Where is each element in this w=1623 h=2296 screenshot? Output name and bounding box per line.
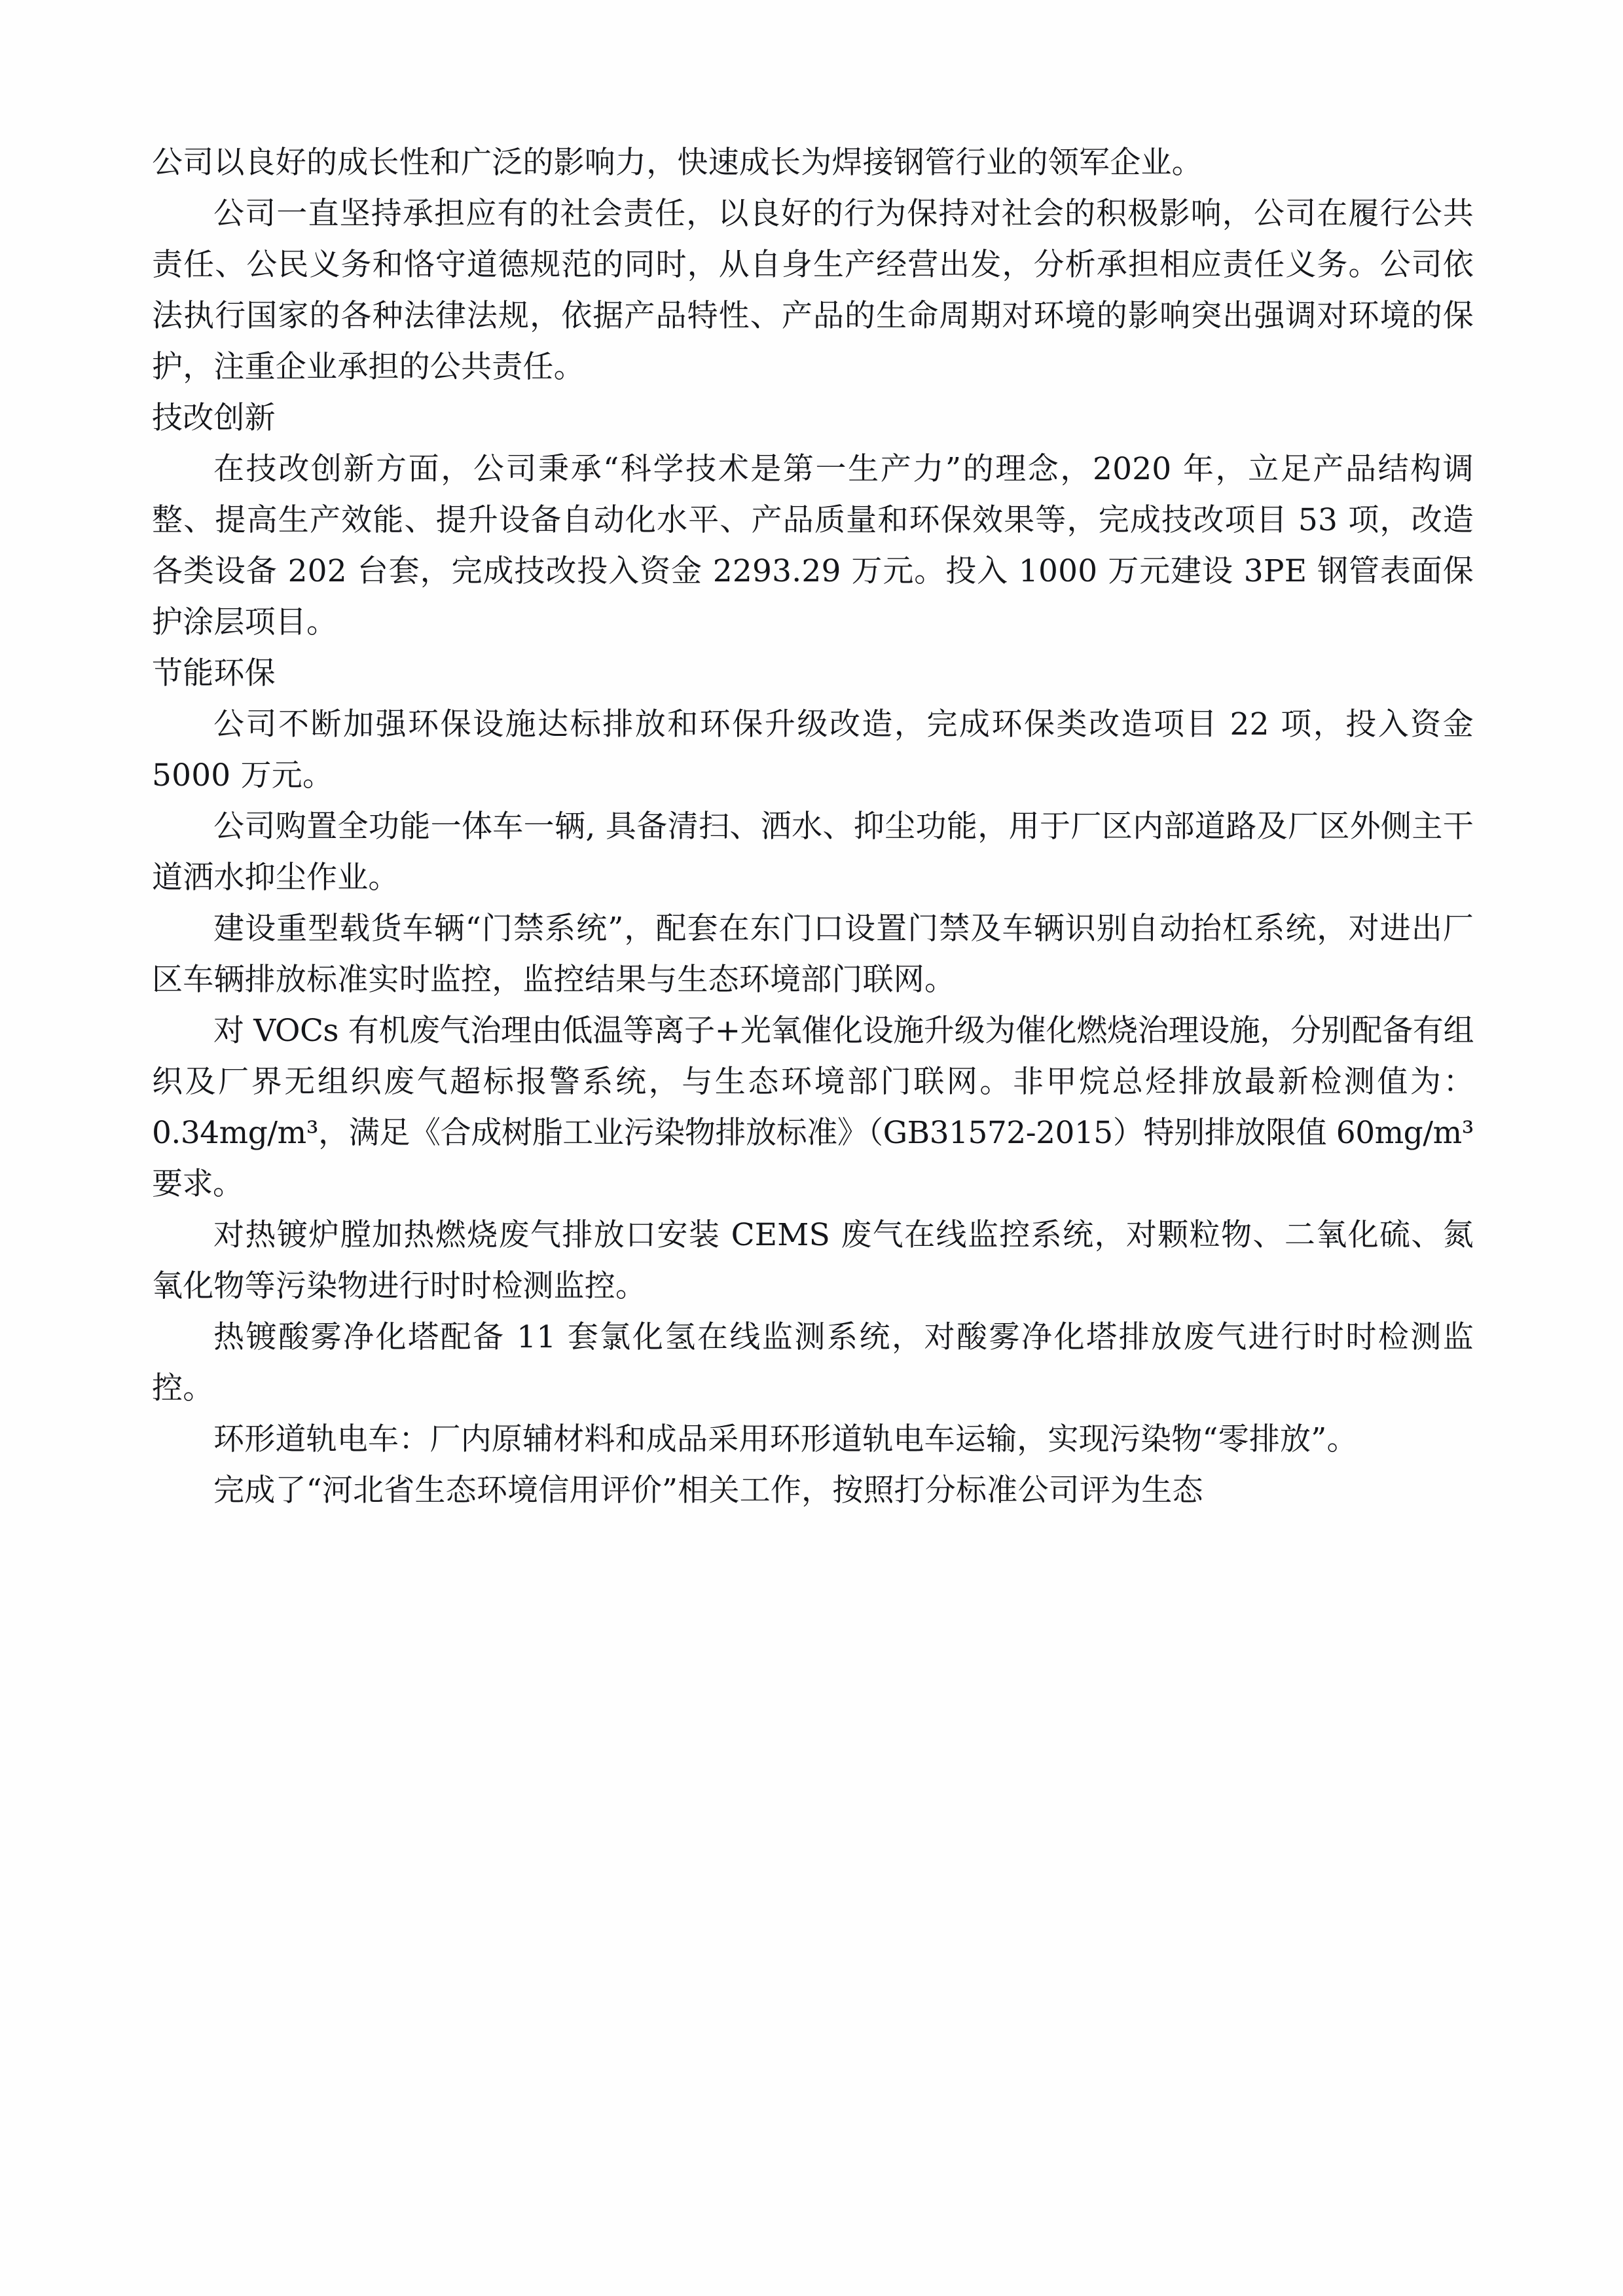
paragraph-social-responsibility: 公司一直坚持承担应有的社会责任，以良好的行为保持对社会的积极影响，公司在履行公共责任、公民义务和恪守道德规范的同时，从自身生产经营出发，分析承担相应责任义务。公司依法执行国家的各种法律法规，依据产品特性、产品的生命周期对环境的影响突出强调对环境的保护，注重企业承担的公共责任。 [152, 196, 1474, 386]
document-body [152, 137, 1474, 1516]
paragraph-access-control-system: 建设重型载货车辆“门禁系统”，配套在东门口设置门禁及车辆识别自动抬杠系统，对进出厂区车辆排放标准实时监控，监控结果与生态环境部门联网。 [152, 911, 1474, 998]
paragraph-ring-rail-tram: 环形道轨电车：厂内原辅材料和成品采用环形道轨电车运输，实现污染物“零排放”。 [213, 1421, 1358, 1458]
paragraph-environment-upgrade: 公司不断加强环保设施达标排放和环保升级改造，完成环保类改造项目 22 项，投入资金 5000 万元。 [152, 706, 1474, 794]
paragraph-acid-mist-tower: 热镀酸雾净化塔配备 11 套氯化氢在线监测系统，对酸雾净化塔排放废气进行时时检测监控。 [152, 1319, 1474, 1407]
paragraph-multifunction-vehicle: 公司购置全功能一体车一辆, 具备清扫、洒水、抑尘功能，用于厂区内部道路及厂区外侧主干道洒水抑尘作业。 [152, 809, 1474, 896]
paragraph-vocs-treatment: 对 VOCs 有机废气治理由低温等离子+光氧催化设施升级为催化燃烧治理设施，分别配备有组织及厂界无组织废气超标报警系统，与生态环境部门联网。非甲烷总烃排放最新检测值为：0.34mg/m³，满足《合成树脂工业污染物排放标准》（GB31572-2015）特别排放限值 60mg/m³ 要求。 [152, 1013, 1474, 1203]
paragraph-cems-monitoring: 对热镀炉膛加热燃烧废气排放口安装 CEMS 废气在线监控系统，对颗粒物、二氧化硫、氮氧化物等污染物进行时时检测监控。 [152, 1217, 1474, 1305]
paragraph-continued-leading: 公司以良好的成长性和广泛的影响力，快速成长为焊接钢管行业的领军企业。 [152, 145, 1203, 181]
paragraph-technical-innovation-detail: 在技改创新方面，公司秉承“科学技术是第一生产力”的理念，2020 年，立足产品结构调整、提高生产效能、提升设备自动化水平、产品质量和环保效果等，完成技改项目 53 项，改造各类设备 202 台套，完成技改投入资金 2293.29 万元。投入 1000 万元建设 3PE 钢管表面保护涂层项目。 [152, 451, 1474, 641]
paragraph-credit-evaluation: 完成了“河北省生态环境信用评价”相关工作，按照打分标准公司评为生态 [213, 1472, 1203, 1509]
heading-energy-saving-environment: 节能环保 [152, 655, 276, 692]
heading-technical-innovation: 技改创新 [152, 400, 276, 437]
